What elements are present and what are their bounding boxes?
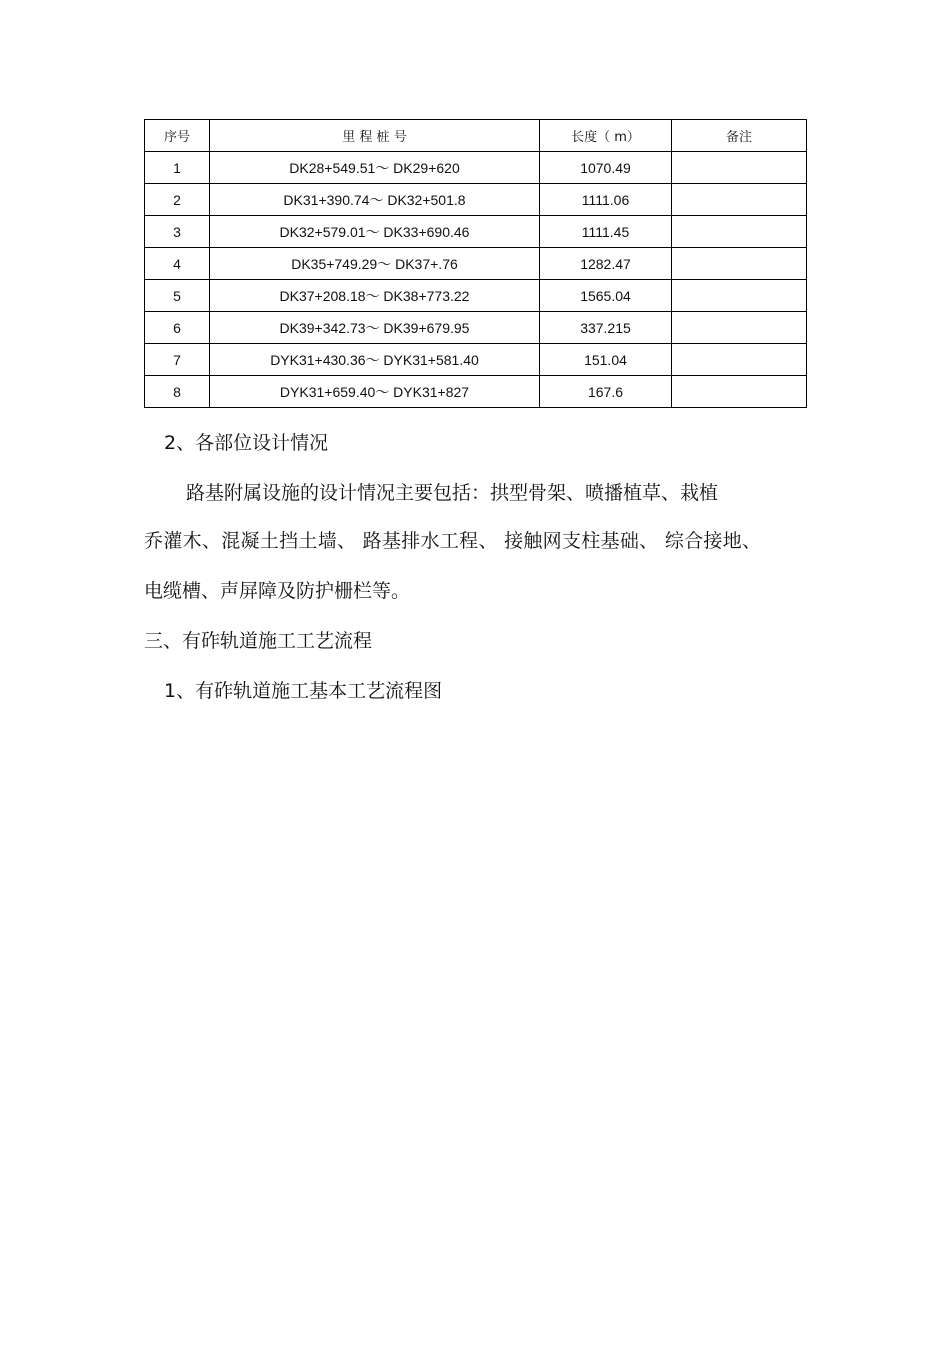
section-2-heading: 2、各部位设计情况 — [164, 432, 329, 454]
cell-seq: 5 — [145, 280, 210, 312]
table-row — [145, 216, 807, 248]
header-seq: 序号 — [145, 120, 210, 152]
cell-note — [672, 248, 807, 280]
cell-note — [672, 152, 807, 184]
cell-length: 1111.06 — [540, 184, 672, 216]
cell-length: 337.215 — [540, 312, 672, 344]
cell-seq: 4 — [145, 248, 210, 280]
cell-seq: 7 — [145, 344, 210, 376]
cell-seq: 6 — [145, 312, 210, 344]
cell-length: 1565.04 — [540, 280, 672, 312]
section-3-heading: 三、有砟轨道施工工艺流程 — [144, 630, 373, 652]
cell-length: 1282.47 — [540, 248, 672, 280]
cell-seq: 8 — [145, 376, 210, 408]
table-row — [145, 344, 807, 376]
cell-note — [672, 280, 807, 312]
table-row — [145, 376, 807, 408]
table-row — [145, 280, 807, 312]
paragraph-line: 乔灌木、混凝土挡土墙、 路基排水工程、 接触网支柱基础、 综合接地、 — [144, 530, 762, 552]
table-row — [145, 152, 807, 184]
cell-range: DK39+342.73～ DK39+679.95 — [210, 312, 540, 344]
table-row — [145, 312, 807, 344]
cell-range: DK31+390.74～ DK32+501.8 — [210, 184, 540, 216]
cell-range: DK37+208.18～ DK38+773.22 — [210, 280, 540, 312]
cell-range: DK32+579.01～ DK33+690.46 — [210, 216, 540, 248]
cell-note — [672, 344, 807, 376]
header-note: 备注 — [672, 120, 807, 152]
header-mileage: 里 程 桩 号 — [210, 120, 540, 152]
cell-seq: 1 — [145, 152, 210, 184]
cell-note — [672, 216, 807, 248]
cell-length: 167.6 — [540, 376, 672, 408]
paragraph-line: 电缆槽、声屏障及防护栅栏等。 — [144, 580, 411, 602]
table-header-row — [145, 120, 807, 152]
paragraph-line: 路基附属设施的设计情况主要包括：拱型骨架、喷播植草、栽植 — [186, 482, 719, 504]
cell-length: 1111.45 — [540, 216, 672, 248]
section-3-subheading: 1、有砟轨道施工基本工艺流程图 — [164, 680, 443, 702]
mileage-table — [144, 119, 807, 408]
cell-range: DK28+549.51～ DK29+620 — [210, 152, 540, 184]
cell-range: DYK31+659.40～ DYK31+827 — [210, 376, 540, 408]
cell-note — [672, 376, 807, 408]
table-row — [145, 184, 807, 216]
cell-range: DK35+749.29～ DK37+.76 — [210, 248, 540, 280]
table-row — [145, 248, 807, 280]
cell-note — [672, 312, 807, 344]
cell-range: DYK31+430.36～ DYK31+581.40 — [210, 344, 540, 376]
header-length: 长度（ m） — [540, 120, 672, 152]
cell-seq: 2 — [145, 184, 210, 216]
cell-note — [672, 184, 807, 216]
cell-seq: 3 — [145, 216, 210, 248]
cell-length: 151.04 — [540, 344, 672, 376]
cell-length: 1070.49 — [540, 152, 672, 184]
